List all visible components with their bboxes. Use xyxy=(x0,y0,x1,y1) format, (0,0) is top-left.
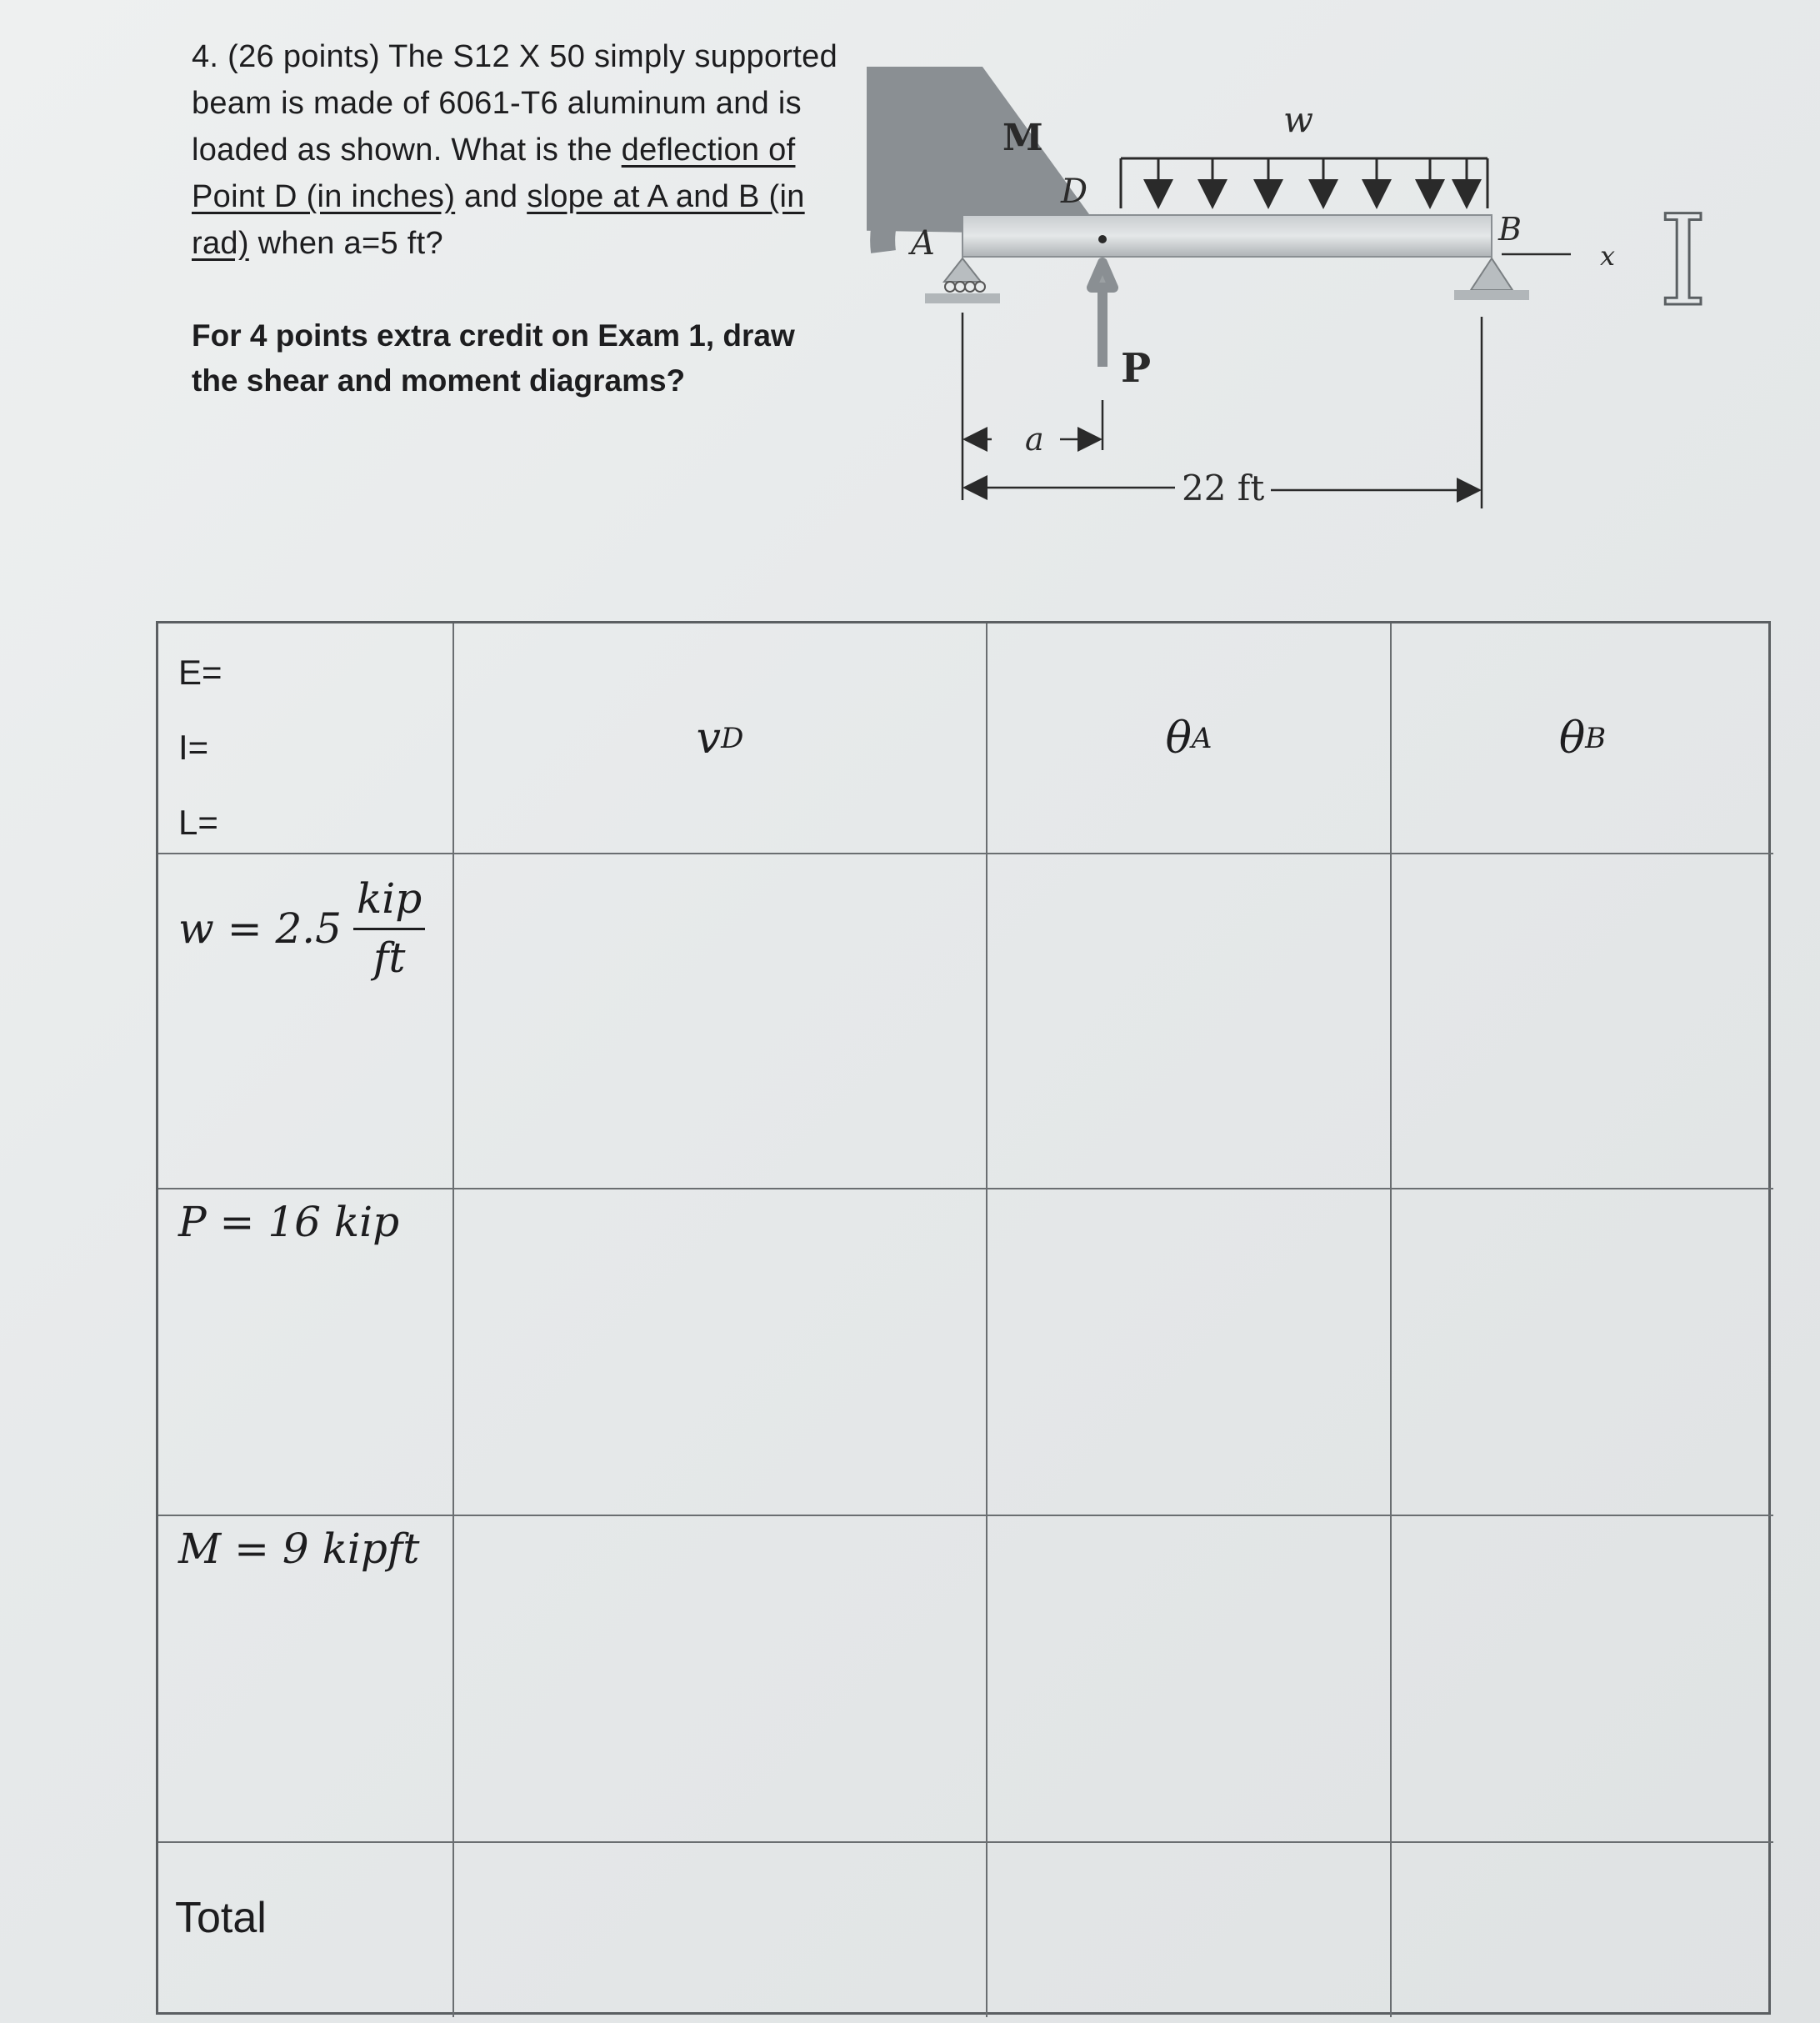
w-value: w = 2.5 xyxy=(178,904,342,953)
total-slope-b-cell[interactable] xyxy=(1392,1843,1773,2017)
m-slope-a-cell[interactable] xyxy=(988,1516,1392,1843)
inertia-label: I= xyxy=(178,728,209,767)
x-axis-label: x xyxy=(1600,240,1616,272)
support-a-label: A xyxy=(911,224,935,263)
dimension-span-label: 22 ft xyxy=(1182,468,1265,508)
modulus-label: E= xyxy=(178,653,222,692)
problem-tail: when a=5 ft? xyxy=(258,226,443,261)
problem-intro: The S12 X 50 simply supported beam is made of 6061-T6 aluminum and is loaded as shown. What is the xyxy=(192,39,838,168)
p-deflection-d-cell[interactable] xyxy=(454,1189,988,1516)
pin-support-b xyxy=(1454,258,1529,300)
point-d-label: D xyxy=(1061,173,1088,211)
extra-credit-line-2: the shear and moment diagrams? xyxy=(192,363,686,398)
problem-ask-deflection: deflection of Point D (in inches) xyxy=(192,133,796,214)
m-slope-b-cell[interactable] xyxy=(1392,1516,1773,1843)
solution-table xyxy=(156,621,1771,2015)
header-deflection-d: v D xyxy=(454,623,988,854)
extra-credit-line-1: For 4 points extra credit on Exam 1, draw xyxy=(192,318,795,353)
total-row-label: Total xyxy=(158,1843,454,2017)
problem-number: 4. xyxy=(192,39,219,74)
moment-label: M xyxy=(1002,117,1043,159)
problem-and: and xyxy=(464,179,518,214)
i-beam-section-icon: I xyxy=(1658,189,1708,334)
header-slope-a: θ A xyxy=(988,623,1392,854)
w-slope-a-cell[interactable] xyxy=(988,854,1392,1189)
p-slope-b-cell[interactable] xyxy=(1392,1189,1773,1516)
p-slope-a-cell[interactable] xyxy=(988,1189,1392,1516)
distributed-load-row-label xyxy=(158,854,454,1189)
y-axis-label: y xyxy=(935,78,952,112)
extra-credit-note xyxy=(192,313,858,403)
dimension-a-label: a xyxy=(1025,421,1044,458)
material-properties-cell xyxy=(158,623,454,854)
point-load-label: P xyxy=(1121,345,1152,392)
w-slope-b-cell[interactable] xyxy=(1392,854,1773,1189)
distributed-load-label: w xyxy=(1283,99,1313,140)
total-slope-a-cell[interactable] xyxy=(988,1843,1392,2017)
length-label: L= xyxy=(178,803,218,842)
header-slope-b: θ B xyxy=(1392,623,1773,854)
m-deflection-d-cell[interactable] xyxy=(454,1516,988,1843)
point-d-marker xyxy=(1098,235,1107,243)
beam-diagram xyxy=(867,67,1800,533)
point-load-arrow xyxy=(1092,263,1113,367)
w-deflection-d-cell[interactable] xyxy=(454,854,988,1189)
distributed-load-arrows xyxy=(1158,158,1467,204)
beam xyxy=(962,215,1492,257)
w-unit-fraction: $\frac{\text{kip}}{ft}$ xyxy=(353,874,425,982)
problem-points: (26 points) xyxy=(228,39,380,74)
problem-ask-slope: slope at A and B (in rad) xyxy=(192,179,805,261)
problem-statement xyxy=(192,33,850,267)
roller-support-a xyxy=(925,258,1000,303)
moment-row-label: M = 9 kipft xyxy=(158,1516,454,1843)
point-load-row-label: P = 16 kip xyxy=(158,1189,454,1516)
support-b-label: B xyxy=(1498,211,1522,248)
total-deflection-d-cell[interactable] xyxy=(454,1843,988,2017)
